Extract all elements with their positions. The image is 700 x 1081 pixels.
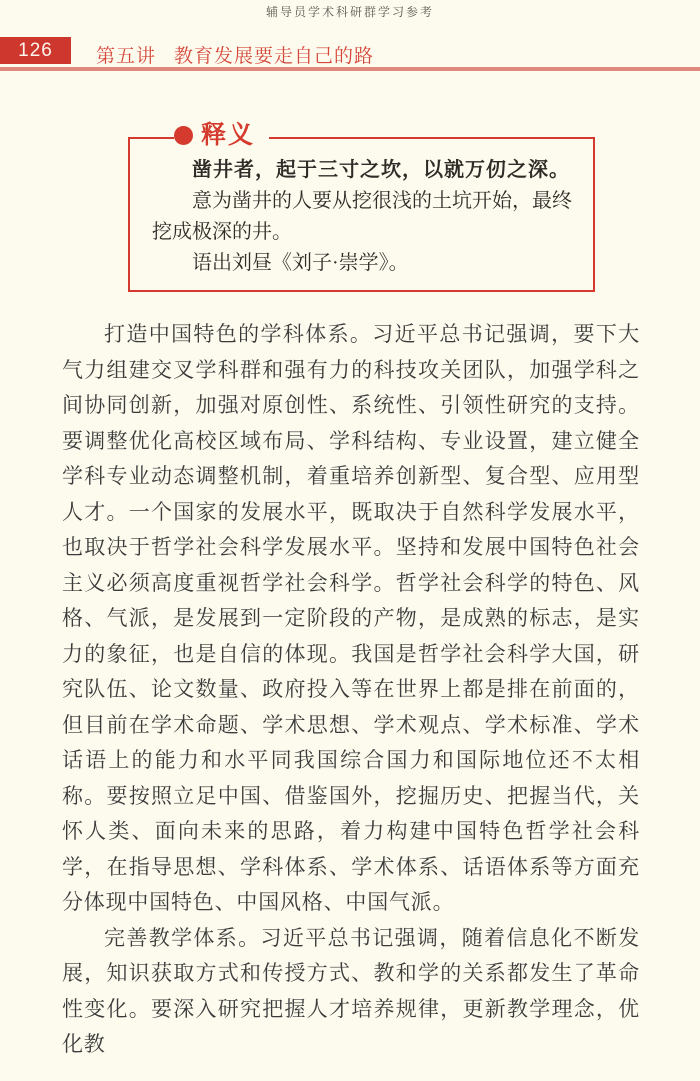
shiyi-content xyxy=(130,139,593,279)
body-paragraph-1: 打造中国特色的学科体系。习近平总书记强调，要下大气力组建交叉学科群和强有力的科技攻关团队，加强学科之间协同创新，加强对原创性、系统性、引领性研究的支持。要调整优化高校区域布局、学科结构、专业设置，建立健全学科专业动态调整机制，着重培养创新型、复合型、应用型人才。一个国家的发展水平，既取决于自然科学发展水平，也取决于哲学社会科学发展水平。坚持和发展中国特色社会主义必须高度重视哲学社会科学。哲学社会科学的特色、风格、气派，是发展到一定阶段的产物，是成熟的标志，是实力的象征，也是自信的体现。我国是哲学社会科学大国，研究队伍、论文数量、政府投入等在世界上都是排在前面的，但目前在学术命题、学术思想、学术观点、学术标准、学术话语上的能力和水平同我国综合国力和国际地位还不太相称。要按照立足中国、借鉴国外，挖掘历史、把握当代，关怀人类、面向未来的思路，着力构建中国特色哲学社会科学，在指导思想、学科体系、学术体系、话语体系等方面充分体现中国特色、中国风格、中国气派。 xyxy=(62,322,640,914)
shiyi-source: 语出刘昼《刘子·崇学》。 xyxy=(192,252,409,274)
chapter-label: 第五讲 xyxy=(96,46,157,67)
shiyi-legend xyxy=(174,123,269,148)
chapter-title: 教育发展要走自己的路 xyxy=(174,46,375,67)
page-number: 126 xyxy=(18,39,53,61)
body-text xyxy=(62,317,640,1063)
running-head: 辅导员学术科研群学习参考 xyxy=(265,5,434,19)
shiyi-title: 释义 xyxy=(201,121,256,149)
shiyi-quote: 凿井者，起于三寸之坎，以就万仞之深。 xyxy=(192,159,570,181)
body-paragraph-2: 完善教学体系。习近平总书记强调，随着信息化不断发展，知识获取方式和传授方式、教和学的关系都发生了革命性变化。要深入研究把握人才培养规律，更新教学理念，优化教 xyxy=(62,925,640,1056)
shiyi-annotation-box xyxy=(128,121,595,292)
header-rule xyxy=(0,67,700,71)
bullet-dot-icon xyxy=(174,126,193,145)
shiyi-explanation: 意为凿井的人要从挖很浅的土坑开始，最终挖成极深的井。 xyxy=(152,190,572,243)
chapter-heading xyxy=(96,41,374,68)
page-number-badge xyxy=(0,37,71,64)
